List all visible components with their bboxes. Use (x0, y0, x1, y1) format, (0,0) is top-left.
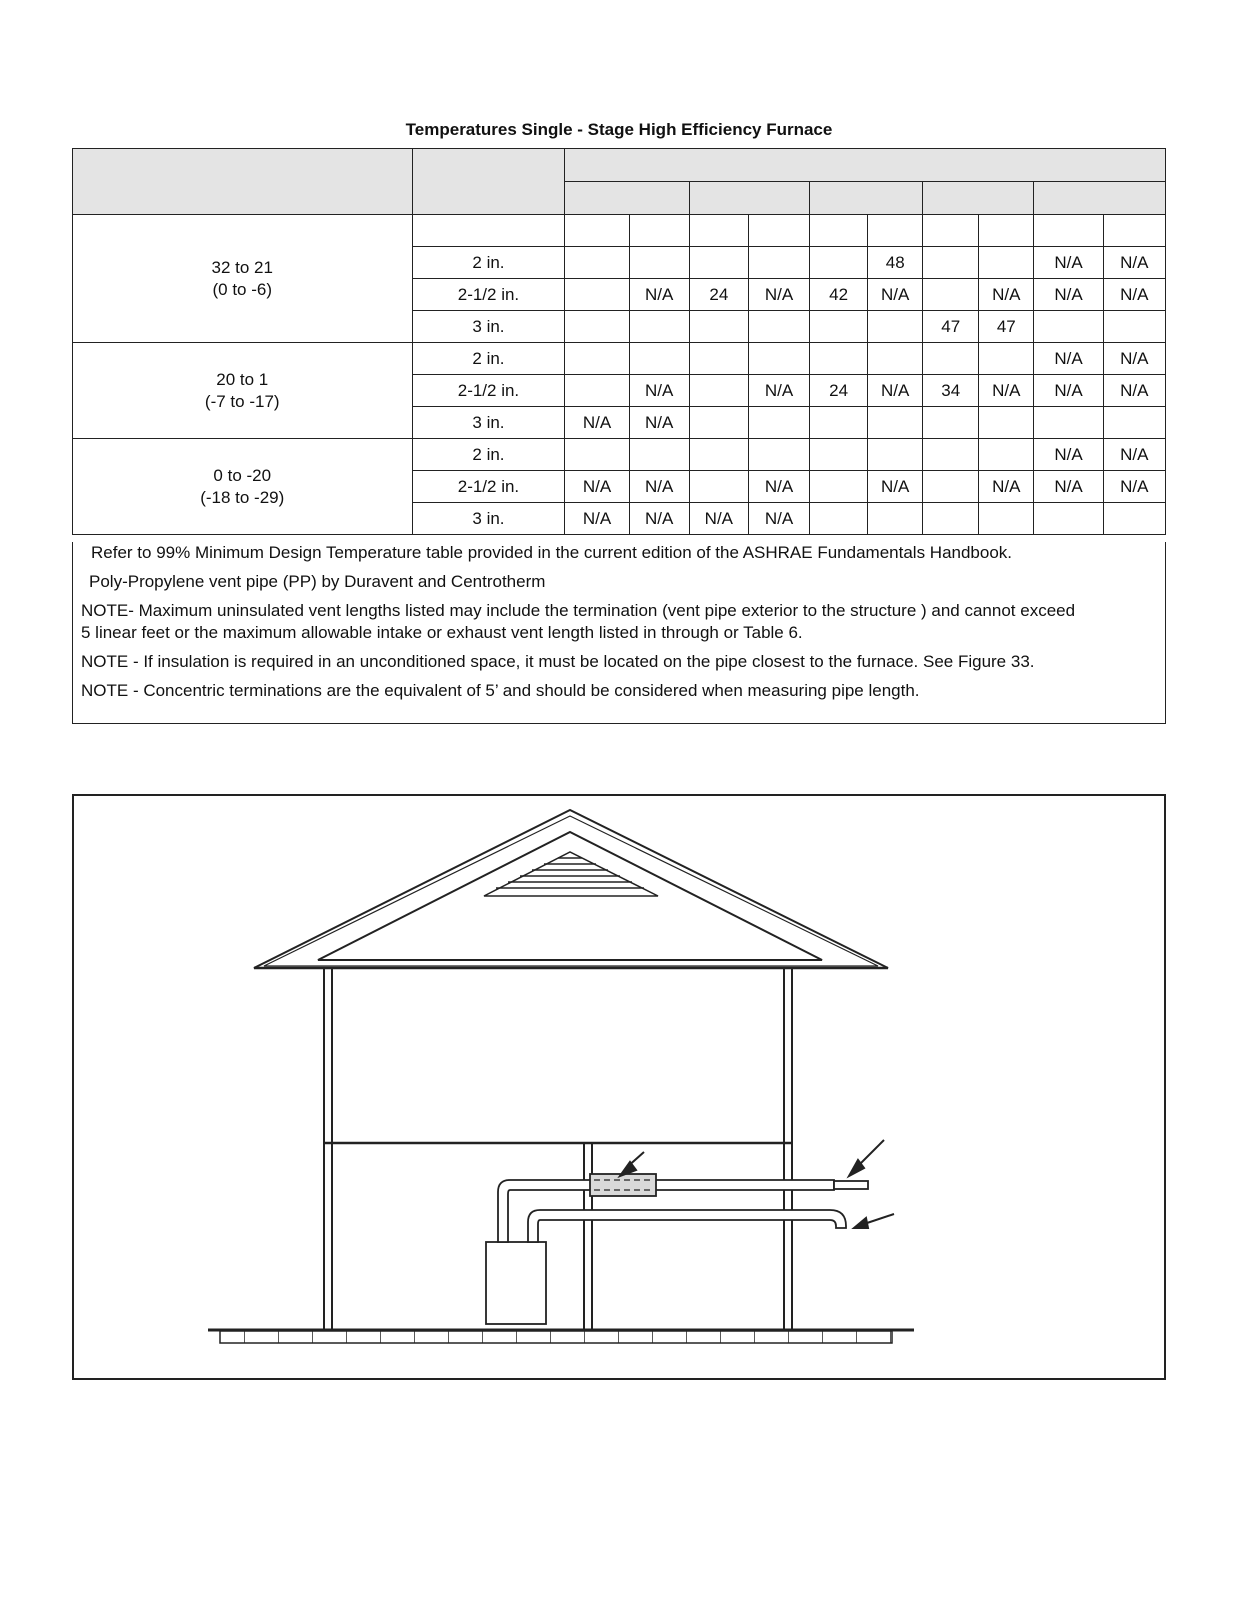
vent-length-cell: N/A (1103, 471, 1165, 503)
vent-length-cell (565, 279, 629, 311)
vent-length-cell: N/A (565, 503, 629, 535)
vent-length-cell (629, 215, 689, 247)
header-model-group-cell (565, 182, 689, 215)
vent-length-cell (979, 439, 1034, 471)
vent-length-cell (979, 343, 1034, 375)
vent-length-cell: N/A (979, 471, 1034, 503)
vent-length-cell (748, 407, 809, 439)
vent-length-cell: N/A (1034, 279, 1103, 311)
vent-length-cell: N/A (1103, 247, 1165, 279)
note-ashrae: Refer to 99% Minimum Design Temperature table provided in the current edition of the ASHRAE Fundamentals Handbook. (91, 543, 1013, 562)
attic-louver-vent (484, 852, 658, 896)
vent-length-cell: N/A (1103, 343, 1165, 375)
vent-length-cell (565, 215, 629, 247)
vent-length-cell (689, 247, 748, 279)
vent-length-cell (748, 343, 809, 375)
vent-length-cell: N/A (1103, 439, 1165, 471)
vent-length-cell: N/A (748, 279, 809, 311)
vent-length-cell (923, 343, 979, 375)
house-walls (324, 968, 792, 1330)
header-temperature-cell (73, 149, 413, 215)
ground-foundation (208, 1330, 914, 1343)
vent-length-cell (868, 311, 923, 343)
vent-length-cell (810, 503, 868, 535)
vent-length-cell (629, 247, 689, 279)
vent-length-cell (1034, 503, 1103, 535)
temperature-celsius: (-7 to -17) (204, 391, 280, 411)
vent-length-cell: 24 (689, 279, 748, 311)
vent-length-cell (810, 343, 868, 375)
vent-length-cell (979, 503, 1034, 535)
pipe-size-cell: 3 in. (412, 311, 565, 343)
pipe-size-cell: 2 in. (412, 247, 565, 279)
vent-length-cell: 24 (810, 375, 868, 407)
vent-length-cell: N/A (979, 375, 1034, 407)
pipe-size-cell: 2-1/2 in. (412, 375, 565, 407)
vent-length-cell: N/A (629, 471, 689, 503)
vent-length-cell (810, 471, 868, 503)
temperature-range-cell (73, 343, 413, 439)
table-row (73, 215, 1166, 247)
vent-length-cell (1103, 407, 1165, 439)
pipe-size-cell: 2 in. (412, 343, 565, 375)
vent-length-cell: N/A (748, 471, 809, 503)
vent-length-cell (868, 439, 923, 471)
vent-length-cell: N/A (1034, 247, 1103, 279)
vent-length-cell (748, 311, 809, 343)
vent-length-cell (689, 343, 748, 375)
vent-length-cell (923, 439, 979, 471)
header-pipe-size-cell (412, 149, 565, 215)
vent-length-cell (748, 439, 809, 471)
vent-length-cell (923, 247, 979, 279)
vent-length-cell (868, 343, 923, 375)
vent-length-cell (1103, 503, 1165, 535)
vent-length-cell: 47 (923, 311, 979, 343)
vent-length-cell: N/A (565, 471, 629, 503)
vent-length-cell (689, 439, 748, 471)
pipe-size-cell: 2-1/2 in. (412, 279, 565, 311)
vent-length-cell (923, 503, 979, 535)
temperature-fahrenheit: 32 to 21 (211, 257, 273, 277)
header-model-group-cell (810, 182, 923, 215)
header-model-group-cell (923, 182, 1034, 215)
house-venting-illustration (74, 796, 1168, 1382)
header-model-group-cell (689, 182, 809, 215)
exhaust-pipe (498, 1174, 868, 1242)
vent-length-cell (923, 215, 979, 247)
note-polypropylene: Poly-Propylene vent pipe (PP) by Duravent and Centrotherm (89, 572, 546, 591)
vent-length-cell: N/A (1103, 279, 1165, 311)
vent-length-cell (1034, 407, 1103, 439)
vent-length-cell (689, 375, 748, 407)
vent-length-cell: N/A (1034, 343, 1103, 375)
vent-length-cell (810, 215, 868, 247)
vent-length-cell: N/A (565, 407, 629, 439)
vent-length-cell (748, 247, 809, 279)
vent-length-cell: 34 (923, 375, 979, 407)
pipe-size-cell: 3 in. (412, 503, 565, 535)
pipe-size-cell: 2-1/2 in. (412, 471, 565, 503)
vent-length-cell: 48 (868, 247, 923, 279)
temperature-range-cell (73, 439, 413, 535)
vent-length-cell (689, 215, 748, 247)
vent-length-cell: N/A (629, 279, 689, 311)
intake-pipe (528, 1210, 846, 1242)
vent-length-cell (868, 503, 923, 535)
header-unit-input-size-cell (565, 149, 1166, 182)
vent-length-cell (748, 215, 809, 247)
vent-length-cell (979, 407, 1034, 439)
vent-length-cell (810, 407, 868, 439)
table-row (73, 343, 1166, 375)
vent-length-cell: N/A (629, 503, 689, 535)
vent-length-cell (689, 407, 748, 439)
table-notes (72, 542, 1166, 724)
vent-length-cell (810, 439, 868, 471)
temperature-range-cell (73, 215, 413, 343)
pipe-size-cell: 2 in. (412, 439, 565, 471)
vent-length-cell: N/A (1034, 471, 1103, 503)
table-title: Temperatures Single - Stage High Efficiency Furnace (405, 120, 833, 139)
venting-figure (72, 794, 1166, 1380)
header-model-group-cell (1034, 182, 1166, 215)
vent-length-cell (565, 343, 629, 375)
vent-length-cell (689, 471, 748, 503)
temperature-fahrenheit: 0 to -20 (213, 465, 272, 485)
vent-length-cell (565, 439, 629, 471)
vent-length-table (72, 148, 1166, 535)
vent-length-cell: N/A (629, 375, 689, 407)
vent-length-cell (1034, 215, 1103, 247)
vent-length-cell: N/A (868, 375, 923, 407)
note-uninsulated-length-line1: NOTE- Maximum uninsulated vent lengths listed may include the termination (vent pipe exterior to the structure ) and cannot exceed (81, 601, 1076, 620)
vent-length-cell: N/A (748, 375, 809, 407)
note-insulation: NOTE - If insulation is required in an unconditioned space, it must be located on the pipe closest to the furnace. See Figure 33. (81, 652, 1035, 671)
vent-length-cell: N/A (1034, 439, 1103, 471)
vent-length-cell (923, 471, 979, 503)
vent-length-cell: 47 (979, 311, 1034, 343)
furnace (486, 1242, 546, 1324)
temperature-celsius: (0 to -6) (212, 279, 273, 299)
vent-length-cell (629, 311, 689, 343)
vent-length-cell: N/A (748, 503, 809, 535)
vent-length-cell (629, 439, 689, 471)
vent-length-cell: N/A (629, 407, 689, 439)
vent-length-cell (979, 247, 1034, 279)
vent-length-cell: N/A (868, 279, 923, 311)
vent-length-cell: N/A (1034, 375, 1103, 407)
vent-length-cell (629, 343, 689, 375)
vent-length-cell (868, 215, 923, 247)
vent-length-cell (923, 407, 979, 439)
temperature-fahrenheit: 20 to 1 (216, 369, 269, 389)
vent-length-cell: N/A (979, 279, 1034, 311)
vent-length-cell (1103, 215, 1165, 247)
vent-length-cell: N/A (1103, 375, 1165, 407)
vent-length-cell (810, 311, 868, 343)
roof (254, 810, 888, 968)
pipe-size-cell (412, 215, 565, 247)
vent-length-cell: 42 (810, 279, 868, 311)
vent-length-cell: N/A (868, 471, 923, 503)
table-row (73, 439, 1166, 471)
vent-length-cell (1103, 311, 1165, 343)
vent-length-cell (810, 247, 868, 279)
vent-length-cell (565, 311, 629, 343)
vent-length-cell (868, 407, 923, 439)
note-concentric: NOTE - Concentric terminations are the equivalent of 5’ and should be considered when measuring pipe length. (81, 681, 920, 700)
note-uninsulated-length-line2: 5 linear feet or the maximum allowable intake or exhaust vent length listed in through or Table 6. (81, 623, 803, 642)
vent-length-cell (979, 215, 1034, 247)
vent-length-cell (565, 375, 629, 407)
vent-length-cell (1034, 311, 1103, 343)
vent-length-cell (689, 311, 748, 343)
vent-length-cell (565, 247, 629, 279)
vent-length-cell: N/A (689, 503, 748, 535)
pipe-size-cell: 3 in. (412, 407, 565, 439)
vent-length-cell (923, 279, 979, 311)
temperature-celsius: (-18 to -29) (200, 487, 285, 507)
